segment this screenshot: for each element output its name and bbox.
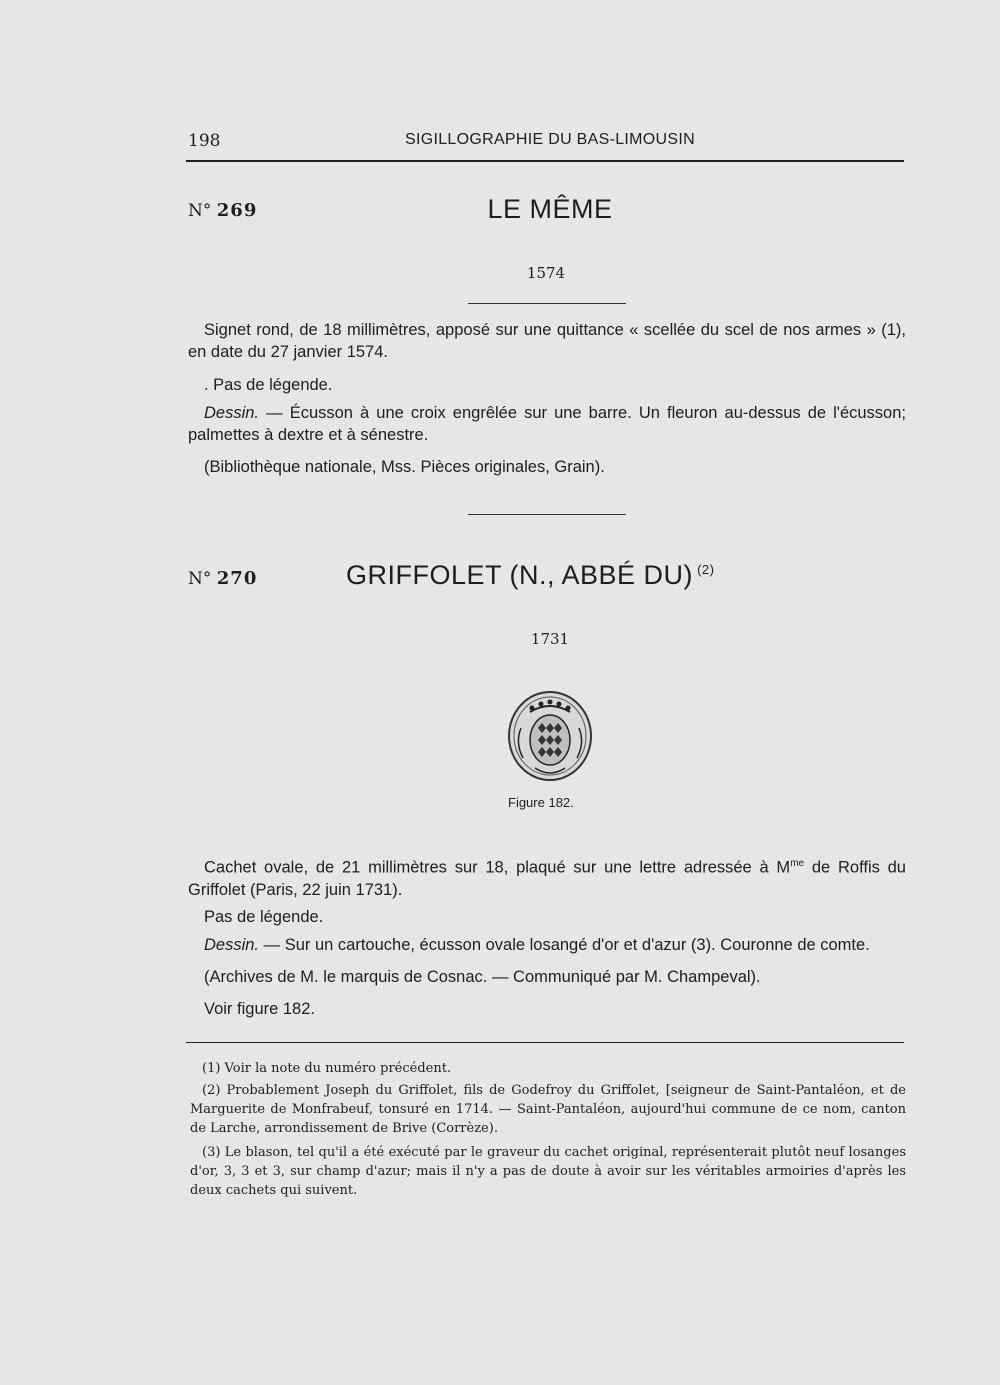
footnote-rule	[186, 1042, 904, 1043]
entry-paragraph: (Archives de M. le marquis de Cosnac. — Communiqué par M. Champeval).	[204, 968, 761, 986]
dessin-label: Dessin.	[204, 404, 260, 422]
short-divider	[468, 514, 626, 515]
entry-paragraph: . Pas de légende.	[204, 376, 333, 394]
entry-title-270: GRIFFOLET (N., ABBÉ DU) $^{(2)}$	[346, 560, 715, 590]
dessin-label: Dessin.	[204, 936, 260, 954]
header-rule	[186, 160, 904, 162]
running-title: SIGILLOGRAPHIE DU BAS-LIMOUSIN	[405, 131, 695, 148]
short-divider	[468, 303, 626, 304]
entry-number-269	[188, 200, 257, 221]
entry-year-269: 1574	[526, 264, 566, 282]
entry-number-270	[188, 568, 257, 589]
seal-figure	[505, 688, 595, 784]
page-number: 198	[188, 131, 221, 151]
entry-number-value: 270	[216, 568, 258, 589]
entry-paragraph-dessin: Dessin. — Sur un cartouche, écusson ovale losangé d'or et d'azur (3). Couronne de comte.	[204, 936, 870, 954]
entry-number-value: 269	[216, 200, 258, 221]
entry-year-270: 1731	[530, 630, 570, 648]
entry-paragraph: Voir figure 182.	[204, 1000, 315, 1018]
entry-title-269: LE MÊME	[487, 194, 613, 224]
footnote-ref: (2)	[697, 562, 715, 577]
entry-paragraph: Signet rond, de 18 millimètres, apposé sur une quittance « scellée du scel de nos armes » (1), en date du 27 janvier 1574.	[188, 321, 906, 361]
entry-paragraph: (Bibliothèque nationale, Mss. Pièces originales, Grain).	[204, 458, 605, 476]
footnote-1: (1) Voir la note du numéro précédent.	[202, 1061, 452, 1076]
entry-paragraph-dessin: Dessin. — Écusson à une croix engrêlée sur une barre. Un fleuron au-dessus de l'écusson; palmettes à dextre et à sénestre.	[188, 404, 906, 444]
figure-caption: Figure 182.	[508, 795, 574, 810]
entry-number-prefix: N°	[188, 569, 212, 589]
entry-number-prefix: N°	[188, 201, 212, 221]
footnote-2: (2) Probablement Joseph du Griffolet, fils de Godefroy du Griffolet, [seigneur de Saint-Pantaléon, et de Marguerite de Monfrabeuf, tonsuré en 1714. — Saint-Pantaléon, aujourd'hui commune de ce nom, canton de Larche, arrondissement de Brive (Corrèze).	[190, 1083, 906, 1136]
footnote-3: (3) Le blason, tel qu'il a été exécuté par le graveur du cachet original, représenterait plutôt neuf losanges d'or, 3, 3 et 3, sur champ d'azur; mais il n'y a pas de doute à avoir sur les véritables armoiries d'après les deux cachets qui suivent.	[190, 1145, 906, 1198]
entry-paragraph: Pas de légende.	[204, 908, 324, 926]
entry-paragraph: Cachet ovale, de 21 millimètres sur 18, plaqué sur une lettre adressée à $M^{me}$ de Roffis du Griffolet (Paris, 22 juin 1731).	[188, 858, 906, 899]
